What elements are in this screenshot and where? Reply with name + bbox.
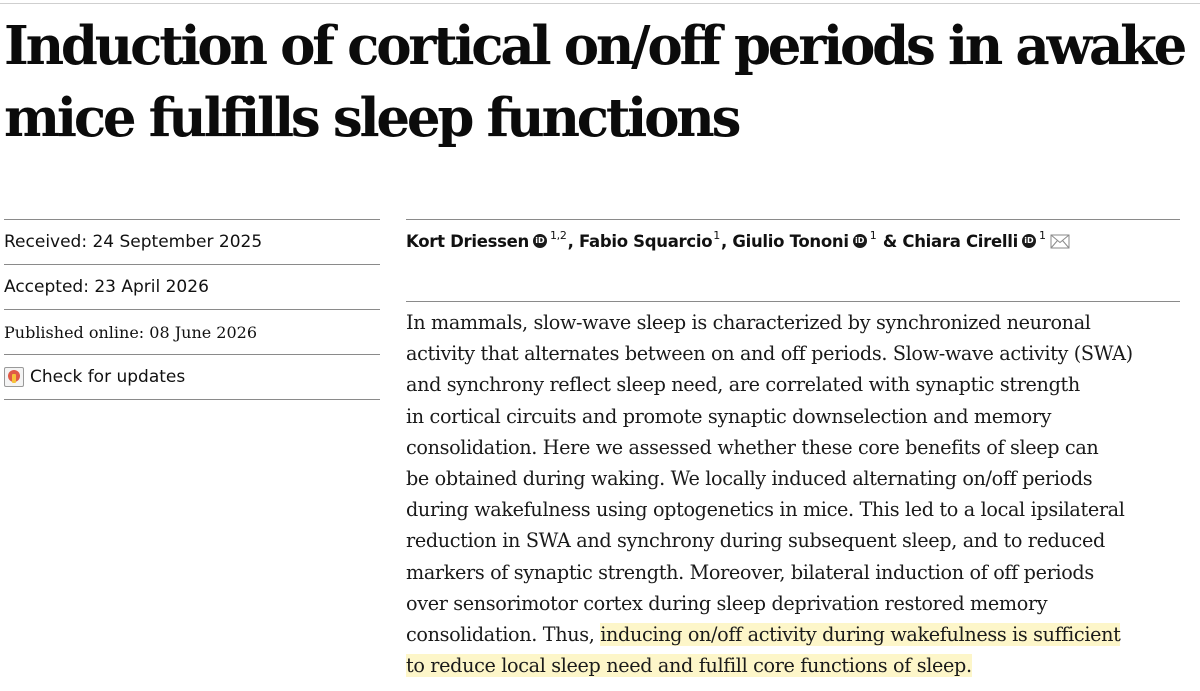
abstract-line: over sensorimotor cortex during sleep deprivation restored memory <box>406 591 1048 615</box>
check-for-updates-icon <box>4 367 24 387</box>
abstract-rule <box>406 301 1180 302</box>
affiliation-ref[interactable]: 1 <box>869 228 877 242</box>
abstract-line: be obtained during waking. We locally induced alternating on/off periods <box>406 467 1093 491</box>
abstract-line: and synchrony reflect sleep need, are correlated with synaptic strength <box>406 373 1080 397</box>
abstract-line: consolidation. Here we assessed whether these core benefits of sleep can <box>406 435 1099 459</box>
abstract-highlight: inducing on/off activity during wakefulness is sufficient <box>600 623 1121 647</box>
author-link[interactable]: Kort Driessen <box>406 231 529 251</box>
top-rule <box>0 3 1200 4</box>
abstract-line: reduction in SWA and synchrony during subsequent sleep, and to reduced <box>406 529 1105 553</box>
authors-rule <box>406 219 1180 220</box>
affiliation-ref[interactable]: 1 <box>1038 228 1046 242</box>
received-date-text: Received: 24 September 2025 <box>4 232 263 252</box>
accepted-date-text: Accepted: 23 April 2026 <box>4 277 209 297</box>
affiliation-ref[interactable]: 1 <box>713 228 720 242</box>
received-date <box>4 219 380 264</box>
orcid-icon[interactable]: iD <box>533 234 547 248</box>
published-date <box>4 309 380 354</box>
check-for-updates-link[interactable] <box>4 354 380 400</box>
author-link[interactable]: Chiara Cirelli <box>902 231 1018 251</box>
article-title-line-1: Induction of cortical on/off periods in awake <box>4 15 1185 77</box>
author-link[interactable]: Giulio Tononi <box>732 231 849 251</box>
accepted-date <box>4 264 380 309</box>
abstract-text: . <box>965 654 972 678</box>
article-metadata <box>4 219 380 400</box>
mail-icon[interactable] <box>1050 234 1070 249</box>
author-separator: , <box>567 231 579 251</box>
author-separator: , <box>720 231 733 251</box>
author-list <box>406 229 1070 253</box>
abstract-line <box>406 619 1180 650</box>
orcid-icon[interactable]: iD <box>1022 234 1036 248</box>
abstract-highlight: to reduce local sleep need and fulfill core functions of sleep <box>406 654 966 678</box>
abstract-line: markers of synaptic strength. Moreover, bilateral induction of off periods <box>406 560 1094 584</box>
author-separator: & <box>877 231 903 251</box>
published-date-text: Published online: 08 June 2026 <box>4 322 258 342</box>
check-for-updates-label: Check for updates <box>30 367 186 387</box>
abstract-text: consolidation. Thus, <box>406 623 601 647</box>
abstract-line: In mammals, slow-wave sleep is characterized by synchronized neuronal <box>406 311 1091 334</box>
affiliation-ref[interactable]: 1,2 <box>549 228 567 242</box>
abstract-line: during wakefulness using optogenetics in mice. This led to a local ipsilateral <box>406 498 1125 522</box>
abstract <box>406 307 1180 681</box>
article-title <box>4 10 1194 154</box>
author-link[interactable]: Fabio Squarcio <box>578 231 713 251</box>
orcid-icon[interactable]: iD <box>853 234 867 248</box>
article-title-line-2: mice fulfills sleep functions <box>4 87 739 149</box>
abstract-line: activity that alternates between on and off periods. Slow-wave activity (SWA) <box>406 342 1133 366</box>
abstract-line <box>406 650 1180 681</box>
abstract-line: in cortical circuits and promote synaptic downselection and memory <box>406 404 1052 428</box>
